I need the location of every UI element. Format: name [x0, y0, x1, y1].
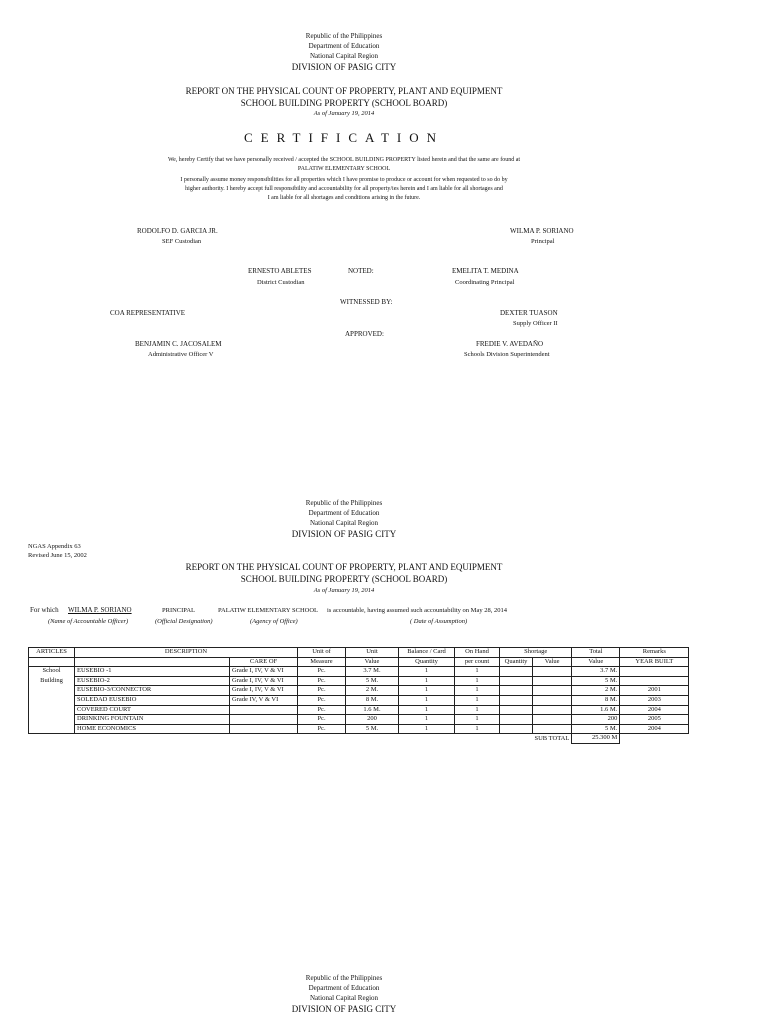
supply-officer-name: DEXTER TUASON	[500, 309, 558, 317]
certification-line-3: higher authority. I hereby accept full responsibility and accountability for all property/ies herein and I am liable for all shortages and	[185, 186, 503, 192]
year-built-cell: 2003	[620, 695, 689, 705]
admin-officer-name: BENJAMIN C. JACOSALEM	[135, 340, 222, 348]
article-cell	[29, 686, 75, 696]
shortage-value-cell	[533, 715, 572, 725]
unit-value-cell: 200	[346, 715, 399, 725]
description-cell: EUSEBIO -1	[75, 667, 230, 677]
article-cell: School	[29, 667, 75, 677]
sef-custodian-title: SEF Custodian	[162, 238, 202, 245]
shortage-quantity-cell	[500, 705, 533, 715]
col-measure: Measure	[298, 657, 346, 667]
col-balance-card: Balance / Card	[399, 648, 455, 658]
sef-custodian-name: RODOLFO D. GARCIA JR.	[137, 227, 218, 235]
balance-quantity-cell: 1	[399, 686, 455, 696]
revised-date: Revised June 15, 2002	[28, 552, 87, 559]
approved-label: APPROVED:	[345, 330, 384, 338]
on-hand-cell: 1	[455, 695, 500, 705]
shortage-quantity-cell	[500, 676, 533, 686]
care-of-cell: Grade IV, V & VI	[230, 695, 298, 705]
shortage-quantity-cell	[500, 724, 533, 734]
district-custodian-name: ERNESTO ABLETES	[248, 267, 312, 275]
republic-heading: Republic of the Philippines	[305, 32, 383, 40]
col-shortage: Shortage	[500, 648, 572, 658]
republic-heading-2: Republic of the Philippines	[305, 499, 383, 507]
measure-cell: Pc.	[298, 705, 346, 715]
region-heading: National Capital Region	[309, 52, 379, 60]
total-value-cell: 1.6 M.	[572, 705, 620, 715]
shortage-quantity-cell	[500, 686, 533, 696]
subtotal-label: SUB TOTAL	[533, 734, 572, 744]
article-cell: Building	[29, 676, 75, 686]
balance-quantity-cell: 1	[399, 667, 455, 677]
col-care-of: CARE OF	[230, 657, 298, 667]
col-per-count: per count	[455, 657, 500, 667]
inventory-table	[28, 647, 689, 744]
year-built-cell: 2004	[620, 705, 689, 715]
care-of-cell: Grade I, IV, V & VI	[230, 676, 298, 686]
shortage-value-cell	[533, 686, 572, 696]
balance-quantity-cell: 1	[399, 676, 455, 686]
col-value: Value	[346, 657, 399, 667]
district-custodian-title: District Custodian	[257, 279, 305, 286]
shortage-quantity-cell	[500, 667, 533, 677]
description-cell: COVERED COURT	[75, 705, 230, 715]
year-built-cell	[620, 667, 689, 677]
unit-value-cell: 2 M.	[346, 686, 399, 696]
noted-label: NOTED:	[348, 267, 374, 275]
description-cell: HOME ECONOMICS	[75, 724, 230, 734]
superintendent-name: FREDIE V. AVEDAÑO	[476, 340, 544, 348]
unit-value-cell: 8 M.	[346, 695, 399, 705]
on-hand-cell: 1	[455, 667, 500, 677]
report-subtitle: SCHOOL BUILDING PROPERTY (SCHOOL BOARD)	[240, 98, 448, 108]
description-cell: EUSEBIO-3/CONNECTOR	[75, 686, 230, 696]
measure-cell: Pc.	[298, 695, 346, 705]
principal-name: WILMA P. SORIANO	[510, 227, 574, 235]
measure-cell: Pc.	[298, 676, 346, 686]
division-heading-2: DIVISION OF PASIG CITY	[291, 529, 397, 539]
superintendent-title: Schools Division Superintendent	[464, 351, 550, 358]
measure-cell: Pc.	[298, 724, 346, 734]
col-quantity: Quantity	[399, 657, 455, 667]
coa-representative: COA REPRESENTATIVE	[110, 309, 186, 317]
table-row	[29, 667, 689, 677]
shortage-value-cell	[533, 724, 572, 734]
measure-cell: Pc.	[298, 715, 346, 725]
col-on-hand: On Hand	[455, 648, 500, 658]
for-which-label: For which	[30, 606, 59, 614]
shortage-value-cell	[533, 667, 572, 677]
certification-line-1: We, hereby Certify that we have personally received / accepted the SCHOOL BUILDING PROPERTY listed herein and that the same are found at	[167, 157, 521, 163]
year-built-cell: 2001	[620, 686, 689, 696]
col-shortage-quantity: Quantity	[500, 657, 533, 667]
balance-quantity-cell: 1	[399, 695, 455, 705]
col-articles: ARTICLES	[29, 648, 75, 658]
shortage-value-cell	[533, 695, 572, 705]
col-description: DESCRIPTION	[75, 648, 298, 658]
shortage-quantity-cell	[500, 715, 533, 725]
department-heading: Department of Education	[308, 42, 380, 50]
table-row	[29, 676, 689, 686]
article-cell	[29, 705, 75, 715]
accountable-officer: WILMA P. SORIANO	[68, 606, 132, 614]
article-cell	[29, 715, 75, 725]
col-total: Total	[572, 648, 620, 658]
table-row	[29, 686, 689, 696]
total-value-cell: 200	[572, 715, 620, 725]
department-heading-3: Department of Education	[308, 984, 380, 992]
unit-value-cell: 5 M.	[346, 724, 399, 734]
ngas-appendix: NGAS Appendix 63	[28, 543, 81, 550]
total-value-cell: 5 M.	[572, 676, 620, 686]
col-year-built: YEAR BUILT	[620, 657, 689, 667]
table-row	[29, 724, 689, 734]
table-row	[29, 715, 689, 725]
accountability-text: is accountable, having assumed such accountability on May 28, 2014	[327, 607, 507, 614]
as-of-date-2: As of January 19, 2014	[313, 587, 375, 594]
caption-agency: (Agency of Office)	[250, 618, 298, 625]
on-hand-cell: 1	[455, 724, 500, 734]
on-hand-cell: 1	[455, 705, 500, 715]
subtotal-value: 25.300 M	[572, 734, 620, 744]
article-cell	[29, 724, 75, 734]
supply-officer-title: Supply Officer II	[513, 320, 558, 327]
description-cell: SOLEDAD EUSEBIO	[75, 695, 230, 705]
principal-title: Principal	[531, 238, 555, 245]
table-row	[29, 695, 689, 705]
report-title-2: REPORT ON THE PHYSICAL COUNT OF PROPERTY, PLANT AND EQUIPMENT	[185, 562, 503, 572]
department-heading-2: Department of Education	[308, 509, 380, 517]
table-subheader-row	[29, 657, 689, 667]
shortage-value-cell	[533, 705, 572, 715]
caption-designation: (Official Designation)	[155, 618, 213, 625]
year-built-cell: 2005	[620, 715, 689, 725]
agency-of-office: PALATIW ELEMENTARY SCHOOL	[218, 607, 318, 614]
admin-officer-title: Administrative Officer V	[148, 351, 214, 358]
subtotal-row	[29, 734, 689, 744]
report-title: REPORT ON THE PHYSICAL COUNT OF PROPERTY, PLANT AND EQUIPMENT	[185, 86, 503, 96]
official-designation: PRINCIPAL	[162, 607, 195, 614]
caption-date: ( Date of Assumption)	[410, 618, 468, 625]
as-of-date: As of January 19, 2014	[313, 110, 375, 117]
caption-officer: (Name of Accountable Officer)	[48, 618, 129, 625]
certification-line-2: I personally assume money responsibilities for all properties which I have promise to produce or account for when requested to so do by	[180, 177, 508, 183]
unit-value-cell: 1.6 M.	[346, 705, 399, 715]
region-heading-2: National Capital Region	[309, 519, 379, 527]
col-unit-of: Unit of	[298, 648, 346, 658]
witnessed-label: WITNESSED BY:	[340, 298, 393, 306]
certification-line-4: I am liable for all shortages and conditions arising in the future.	[267, 195, 421, 201]
care-of-cell	[230, 724, 298, 734]
shortage-value-cell	[533, 676, 572, 686]
year-built-cell	[620, 676, 689, 686]
total-value-cell: 3.7 M.	[572, 667, 620, 677]
certification-heading: CERTIFICATION	[244, 130, 444, 145]
table-row	[29, 705, 689, 715]
republic-heading-3: Republic of the Philippines	[305, 974, 383, 982]
care-of-cell	[230, 705, 298, 715]
measure-cell: Pc.	[298, 667, 346, 677]
total-value-cell: 5 M.	[572, 724, 620, 734]
division-heading-3: DIVISION OF PASIG CITY	[291, 1004, 397, 1014]
col-remarks: Remarks	[620, 648, 689, 658]
on-hand-cell: 1	[455, 715, 500, 725]
care-of-cell	[230, 715, 298, 725]
description-cell: DRINKING FOUNTAIN	[75, 715, 230, 725]
description-cell: EUSEBIO-2	[75, 676, 230, 686]
table-header-row	[29, 648, 689, 658]
total-value-cell: 2 M.	[572, 686, 620, 696]
coordinating-principal-name: EMELITA T. MEDINA	[452, 267, 519, 275]
balance-quantity-cell: 1	[399, 724, 455, 734]
care-of-cell: Grade I, IV, V & VI	[230, 686, 298, 696]
col-shortage-value: Value	[533, 657, 572, 667]
col-total-value: Value	[572, 657, 620, 667]
unit-value-cell: 3.7 M.	[346, 667, 399, 677]
unit-value-cell: 5 M.	[346, 676, 399, 686]
col-unit: Unit	[346, 648, 399, 658]
year-built-cell: 2004	[620, 724, 689, 734]
shortage-quantity-cell	[500, 695, 533, 705]
report-subtitle-2: SCHOOL BUILDING PROPERTY (SCHOOL BOARD)	[240, 574, 448, 584]
region-heading-3: National Capital Region	[309, 994, 379, 1002]
balance-quantity-cell: 1	[399, 715, 455, 725]
total-value-cell: 8 M.	[572, 695, 620, 705]
coordinating-principal-title: Coordinating Principal	[455, 279, 515, 286]
on-hand-cell: 1	[455, 686, 500, 696]
division-heading: DIVISION OF PASIG CITY	[291, 62, 397, 72]
certification-school: PALATIW ELEMENTARY SCHOOL	[297, 166, 391, 172]
measure-cell: Pc.	[298, 686, 346, 696]
on-hand-cell: 1	[455, 676, 500, 686]
care-of-cell: Grade I, IV, V & VI	[230, 667, 298, 677]
article-cell	[29, 695, 75, 705]
balance-quantity-cell: 1	[399, 705, 455, 715]
